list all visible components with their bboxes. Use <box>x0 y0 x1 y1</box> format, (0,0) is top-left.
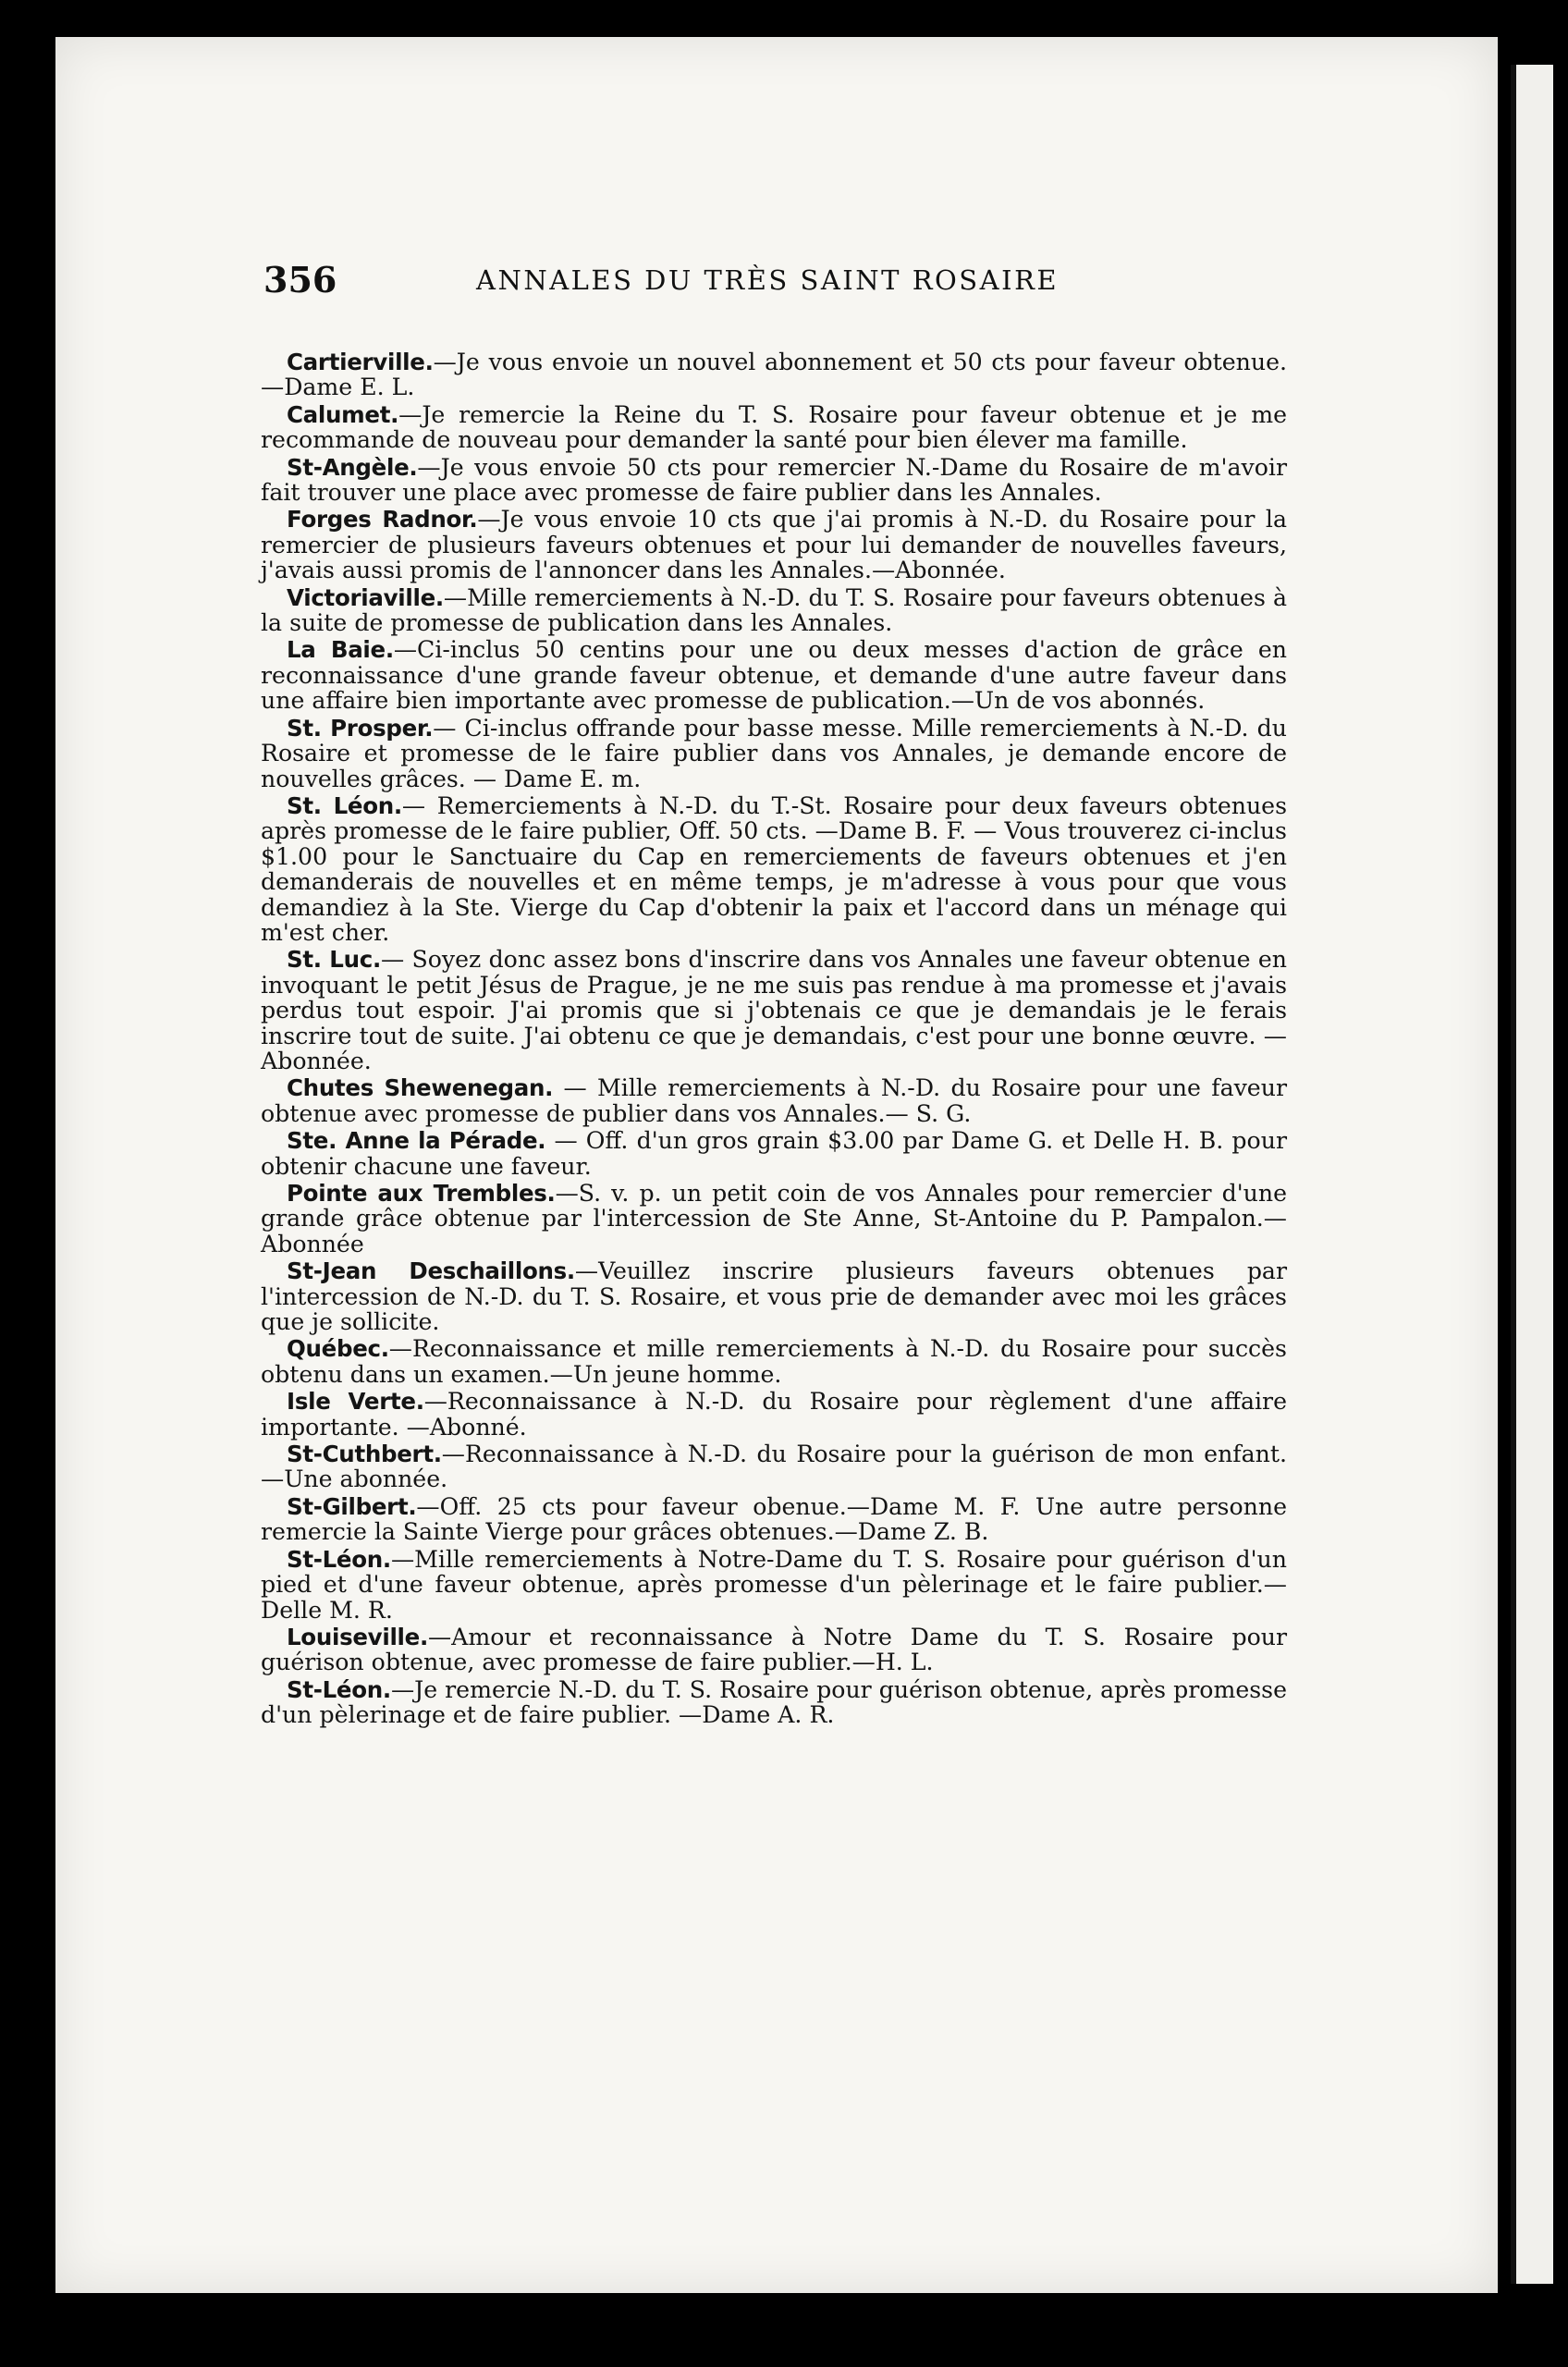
entry-text: — Remerciements à N.-D. du T.-St. Rosaire pour deux faveurs obtenues après promesse de le faire publier, Off. 50 cts. —Dame B. F. — Vous trouverez ci-inclus $1.00 pour le Sanctuaire du Cap en remerciements de faveurs obtenues et j'en demanderais de nouvelles et en même temps, je m'adresse à vous pour que vous demandiez à la Ste. Vierge du Cap d'obtenir la paix et l'accord dans un ménage qui m'est cher. <box>261 791 1288 946</box>
entry-place: Calumet. <box>287 400 399 428</box>
entry-text: —Reconnaissance à N.-D. du Rosaire pour règlement d'une affaire importante. —Abonné. <box>261 1388 1287 1441</box>
entry-place: Cartierville. <box>287 349 434 375</box>
entry <box>261 507 1287 583</box>
entry-place: St-Cuthbert. <box>287 1441 442 1468</box>
entry-text: — Soyez donc assez bons d'inscrire dans vos Annales une faveur obtenue en invoquant le petit Jésus de Prague, je ne me suis pas rendue à ma promesse et j'avais perdus tout espoir. J'ai promis que si j'obtenais ce que je demandais je le ferais inscrire tout de suite. J'ai obtenu ce que je demandais, c'est pour une bonne œuvre. —Abonnée. <box>261 946 1287 1074</box>
entry-text: — Ci-inclus offrande pour basse messe. Mille remerciements à N.-D. du Rosaire et promesse de le faire publier dans vos Annales, je demande encore de nouvelles grâces. — Dame E. m. <box>261 714 1287 792</box>
entry <box>261 637 1287 713</box>
page-number: 356 <box>263 259 337 300</box>
entry-text: —Reconnaissance et mille remerciements à N.-D. du Rosaire pour succès obtenu dans un examen.—Un jeune homme. <box>261 1335 1287 1388</box>
entry <box>261 1258 1287 1334</box>
entry <box>261 350 1287 400</box>
entry <box>261 1677 1287 1728</box>
entry-place: Isle Verte. <box>287 1388 424 1416</box>
entry <box>261 585 1287 636</box>
adjacent-page-edge <box>1511 65 1553 2284</box>
entry-text: —Je remercie N.-D. du T. S. Rosaire pour guérison obtenue, après promesse d'un pèlerinage et de faire publier. —Dame A. R. <box>261 1675 1287 1729</box>
entry-text: —Je vous envoie 50 cts pour remercier N.-Dame du Rosaire de m'avoir fait trouver une place avec promesse de faire publier dans les Annales. <box>261 453 1287 507</box>
entry <box>261 402 1287 453</box>
entry <box>261 455 1287 506</box>
entry-place: Forges Radnor. <box>287 506 478 533</box>
entry-place: St. Léon. <box>287 791 402 819</box>
running-title: ANNALES DU TRÈS SAINT ROSAIRE <box>476 264 1060 296</box>
entry <box>261 947 1287 1073</box>
entry <box>261 1547 1287 1623</box>
entry-text: — Mille remerciements à N.-D. du Rosaire pour une faveur obtenue avec promesse de publier dans vos Annales.— S. G. <box>261 1074 1287 1127</box>
entry <box>261 793 1287 945</box>
entry-place: Chutes Shewenegan. <box>287 1074 554 1102</box>
entry <box>261 1494 1287 1545</box>
entry-place: Québec. <box>287 1335 389 1363</box>
entry-place: St. Luc. <box>287 946 381 974</box>
entry <box>261 1441 1287 1492</box>
entry-text: —S. v. p. un petit coin de vos Annales pour remercier d'une grande grâce obtenue par l'intercession de Ste Anne, St-Antoine du P. Pampalon.—Abonnée <box>261 1180 1287 1257</box>
entry-text: —Veuillez inscrire plusieurs faveurs obtenues par l'intercession de N.-D. du T. S. Rosaire, et vous prie de demander avec moi les grâces que je sollicite. <box>261 1257 1287 1336</box>
entry <box>261 1181 1287 1257</box>
entry <box>261 1128 1287 1179</box>
entry-text: —Off. 25 cts pour faveur obenue.—Dame M. F. Une autre personne remercie la Sainte Vierge pour grâces obtenues.—Dame Z. B. <box>261 1492 1287 1546</box>
entry-place: St-Jean Deschaillons. <box>287 1257 575 1285</box>
entry-place: Ste. Anne la Pérade. <box>287 1127 546 1155</box>
entry-place: Louiseville. <box>287 1623 428 1650</box>
page-header <box>263 259 1299 314</box>
entry-place: Pointe aux Trembles. <box>287 1180 556 1207</box>
page-body <box>261 350 1287 1730</box>
entry <box>261 1625 1287 1675</box>
entry-place: Victoriaville. <box>287 583 444 611</box>
entry-place: St-Léon. <box>287 1545 391 1573</box>
entry-text: —Mille remerciements à N.-D. du T. S. Rosaire pour faveurs obtenues à la suite de promesse de publication dans les Annales. <box>261 583 1287 637</box>
entry-text: —Je remercie la Reine du T. S. Rosaire pour faveur obtenue et je me recommande de nouveau pour demander la santé pour bien élever ma famille. <box>261 400 1287 454</box>
entry-text: —Amour et reconnaissance à Notre Dame du T. S. Rosaire pour guérison obtenue, avec promesse de faire publier.—H. L. <box>261 1623 1287 1676</box>
entry-text: —Ci-inclus 50 centins pour une ou deux messes d'action de grâce en reconnaissance d'une grande faveur obtenue, et demande d'une autre faveur dans une affaire bien importante avec promesse de publication.—Un de vos abonnés. <box>261 636 1287 715</box>
entry <box>261 1075 1287 1126</box>
entry <box>261 716 1287 791</box>
entry-text: —Mille remerciements à Notre-Dame du T. S. Rosaire pour guérison d'un pied et d'une faveur obtenue, après promesse d'un pèlerinage et le faire publier.—Delle M. R. <box>261 1545 1287 1624</box>
entry-text: —Je vous envoie un nouvel abonnement et 50 cts pour faveur obtenue.—Dame E. L. <box>261 349 1287 401</box>
entry-place: La Baie. <box>287 636 394 664</box>
entry-text: —Je vous envoie 10 cts que j'ai promis à N.-D. du Rosaire pour la remercier de plusieurs faveurs obtenues et pour lui demander de nouvelles faveurs, j'avais aussi promis de l'annoncer dans les Annales.—Abonnée. <box>261 506 1287 584</box>
entry-place: St-Angèle. <box>287 453 418 481</box>
entry-text: —Reconnaissance à N.-D. du Rosaire pour la guérison de mon enfant.—Une abonnée. <box>261 1441 1287 1493</box>
page-gutter <box>1498 55 1511 2293</box>
entry-place: St. Prosper. <box>287 714 434 742</box>
entry <box>261 1336 1287 1387</box>
entry-text: — Off. d'un gros grain $3.00 par Dame G. et Delle H. B. pour obtenir chacune une faveur. <box>261 1127 1287 1180</box>
entry-place: St-Gilbert. <box>287 1492 417 1520</box>
entry-place: St-Léon. <box>287 1675 391 1703</box>
entry <box>261 1389 1287 1440</box>
